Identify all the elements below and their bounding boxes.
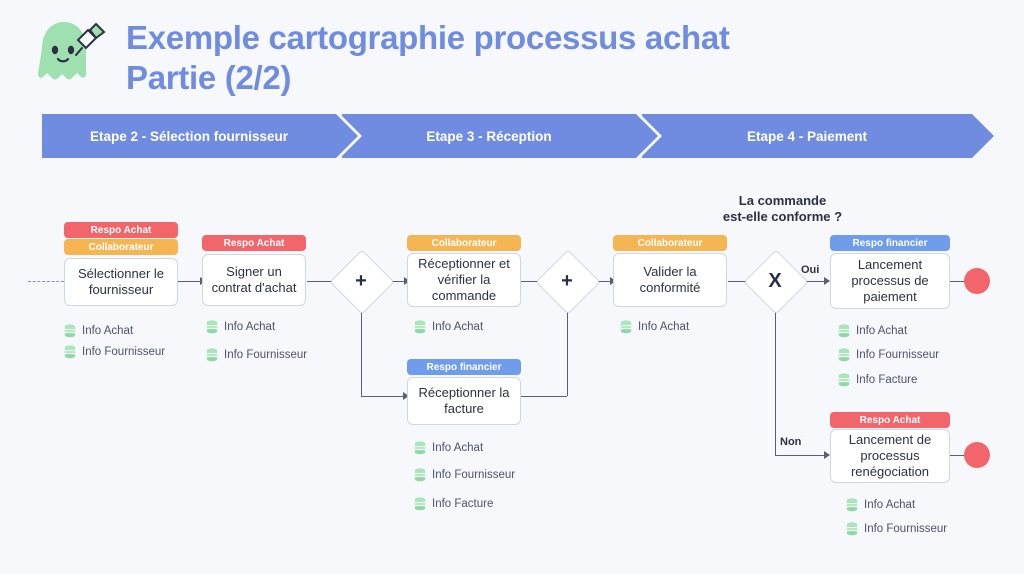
data-item-label: Info Achat (224, 321, 276, 333)
link-facture-up (567, 303, 568, 396)
task-label: Signer un contrat d'achat (211, 263, 297, 295)
data-item-label: Info Fournisseur (432, 469, 516, 481)
task-receptionner-facture[interactable] (407, 377, 521, 425)
data-item-label: Info Achat (638, 321, 690, 333)
data-item (414, 320, 483, 334)
data-item-label: Info Achat (432, 321, 484, 333)
database-icon (414, 497, 426, 511)
data-item (846, 498, 915, 512)
link-select-to-sign (178, 281, 202, 282)
task-signer-contrat[interactable] (202, 254, 306, 306)
database-icon (838, 348, 850, 362)
phase-step-2 (42, 114, 336, 158)
phase-step-3-label: Etape 3 - Réception (426, 128, 552, 144)
role-badge-collaborateur-5: Collaborateur (613, 235, 727, 251)
task-label: Réceptionner la facture (418, 384, 510, 416)
task-label: Lancement processus de paiement (851, 256, 929, 305)
database-icon (206, 320, 218, 334)
task-label: Sélectionner le fournisseur (78, 265, 164, 297)
link-gw1-to-facture (361, 396, 405, 397)
role-badge-respo-achat-2: Respo Achat (202, 235, 306, 251)
role-badge-collaborateur-3: Collaborateur (407, 235, 521, 251)
data-item-label: Info Achat (432, 442, 484, 454)
data-item (838, 348, 939, 362)
data-item (846, 522, 947, 536)
link-gw1-down (361, 303, 362, 396)
data-item (414, 468, 515, 482)
phase-step-3 (342, 114, 636, 158)
data-item (414, 497, 493, 511)
database-icon (64, 345, 76, 359)
role-badge-collaborateur-1: Collaborateur (64, 239, 178, 255)
database-icon (206, 348, 218, 362)
gateway-question-line1: La commande (738, 193, 827, 208)
task-valider-conformite[interactable] (613, 253, 727, 307)
condition-no-label: Non (780, 436, 802, 448)
task-lancement-paiement[interactable] (830, 253, 950, 309)
data-item (206, 348, 307, 362)
start-connector (28, 281, 64, 282)
data-item-label: Info Facture (856, 374, 918, 386)
database-icon (414, 468, 426, 482)
database-icon (838, 324, 850, 338)
gateway-question (690, 193, 875, 226)
database-icon (838, 373, 850, 387)
role-badge-respo-financier-6: Respo financier (830, 235, 950, 251)
data-item-label: Info Facture (432, 498, 494, 510)
page-title-line1: Exemple cartographie processus achat (126, 19, 730, 56)
role-badge-respo-financier-4: Respo financier (407, 359, 521, 375)
data-item-label: Info Achat (864, 499, 916, 511)
phase-banner (42, 114, 972, 158)
task-lancement-renegociation[interactable] (830, 429, 950, 483)
database-icon (414, 320, 426, 334)
database-icon (846, 522, 858, 536)
data-item (64, 324, 133, 338)
data-item-label: Info Achat (82, 325, 134, 337)
page-title-line2: Partie (2/2) (126, 59, 292, 97)
parallel-gateway-1-symbol: + (355, 269, 367, 292)
database-icon (846, 498, 858, 512)
data-item-label: Info Fournisseur (224, 349, 308, 361)
data-item (838, 324, 907, 338)
phase-step-2-label: Etape 2 - Sélection fournisseur (89, 128, 289, 144)
parallel-gateway-2-symbol: + (561, 269, 573, 292)
phase-step-4-label: Etape 4 - Paiement (746, 128, 868, 144)
end-event-renegociation (964, 442, 990, 468)
data-item (620, 320, 689, 334)
task-label: Réceptionner et vérifier la commande (418, 255, 510, 304)
data-item-label: Info Achat (856, 325, 908, 337)
data-item (838, 373, 917, 387)
exclusive-gateway-symbol: X (768, 269, 782, 292)
phase-step-4 (642, 114, 972, 158)
data-item (414, 441, 483, 455)
data-item-label: Info Fournisseur (864, 523, 948, 535)
page-title (126, 18, 886, 99)
gateway-question-line2: est-elle conforme ? (722, 209, 843, 225)
link-facture-right (521, 396, 567, 397)
task-selectionner-fournisseur[interactable] (64, 258, 178, 306)
data-item (206, 320, 275, 334)
data-item-label: Info Fournisseur (856, 349, 940, 361)
database-icon (620, 320, 632, 334)
task-receptionner-verifier[interactable] (407, 253, 521, 307)
role-badge-respo-achat-1: Respo Achat (64, 222, 178, 238)
link-gwx-no (775, 455, 827, 456)
ghost-mascot-icon (24, 14, 116, 90)
condition-yes-label: Oui (801, 264, 820, 276)
data-item (64, 345, 165, 359)
end-event-paiement (964, 268, 990, 294)
database-icon (64, 324, 76, 338)
role-badge-respo-achat-7: Respo Achat (830, 412, 950, 428)
task-label: Lancement de processus renégociation (848, 431, 932, 480)
link-gwx-down (775, 303, 776, 455)
task-label: Valider la conformité (639, 263, 701, 295)
data-item-label: Info Fournisseur (82, 346, 166, 358)
database-icon (414, 441, 426, 455)
